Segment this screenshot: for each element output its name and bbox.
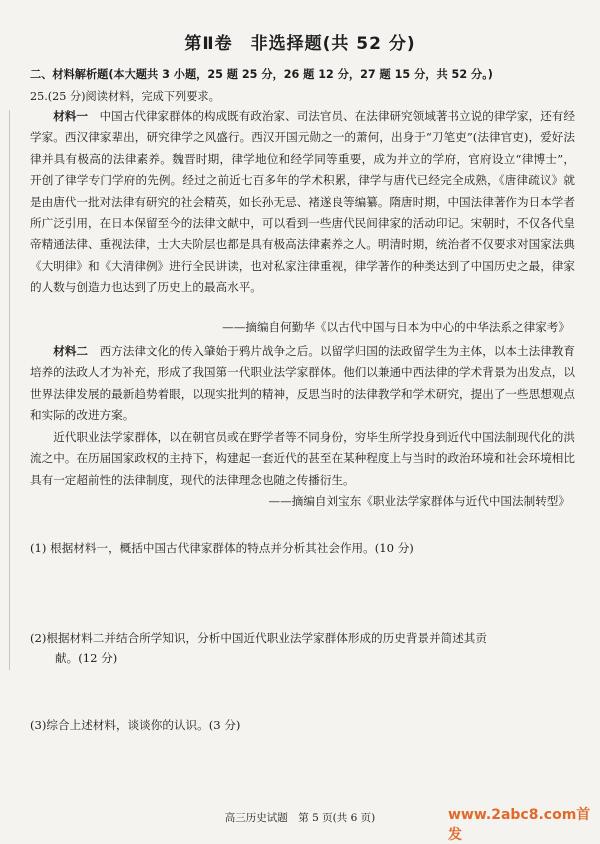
material-2-para-2 [30, 427, 575, 491]
material-1-source: ——摘编自何勤华《以古代中国与日本为中心的中华法系之律家考》 [222, 320, 570, 334]
question-2 [30, 628, 580, 668]
question-intro: 25.(25 分)阅读材料，完成下列要求。 [30, 90, 220, 103]
watermark: www.2abc8.com首发 [448, 807, 591, 843]
material-1-label: 材料一 [53, 109, 88, 123]
question-2-text-cont: 献。(12 分) [55, 651, 118, 665]
question-3 [30, 715, 580, 735]
section-title: 第Ⅱ卷 非选择题(共 52 分) [184, 34, 416, 54]
material-2-para-1 [30, 341, 575, 427]
question-1 [30, 538, 580, 558]
material-2-label: 材料二 [53, 344, 88, 358]
question-1-text: (1) 根据材料一，概括中国古代律家群体的特点并分析其社会作用。(10 分) [30, 541, 414, 555]
part-heading: 二、材料解析题(本大题共 3 小题，25 题 25 分，26 题 12 分，27 题 15 分，共 52 分。) [30, 68, 493, 81]
material-2-text-1: 西方法律文化的传入肇始于鸦片战争之后。以留学归国的法政留学生为主体，以本土法律教育培养的法政人才为补充，形成了我国第一代职业法学家群体。他们以兼通中西法律的学术背景为出发点，以世界法律发展的最新趋势着眼，以现实批判的精神，反思当时的法律教学和学术研究，提出了一些思想观点和实际的改进方案。 [30, 344, 575, 423]
material-2-source: ——摘编自刘宝东《职业法学家群体与近代中国法制转型》 [268, 494, 570, 508]
page-footer: 高三历史试题 第 5 页(共 6 页) [224, 812, 376, 824]
scan-edge-line [9, 110, 10, 670]
question-3-text: (3)综合上述材料，谈谈你的认识。(3 分) [30, 718, 241, 732]
material-1-text: 中国古代律家群体的构成既有政治家、司法官员、在法律研究领域著书立说的律学家，还有经学家。西汉律家辈出，研究律学之风盛行。西汉开国元勋之一的萧何，出身于“刀笔吏”(法律官吏)，爱好法律并具有极高的法律素养。魏晋时期，律学地位和经学同等重要，成为并立的学府，官府设立“律博士”，开创了律学专门学府的先例。经过之前近七百多年的学术积累，律学与唐代已经完全成熟，《唐律疏议》就是由唐代一批对法律有研究的社会精英，如长孙无忌、褚遂良等编纂。隋唐时期，中国法律著作为日本学者所广泛引用，在日本保留至今的法律文献中，可以看到一些唐代民间律家的活动印记。宋朝时，不仅各代皇帝精通法律、重视法律，士大夫阶层也都是具有极高法律素养之人。明清时期，统治者不仅要求对国家法典《大明律》和《大清律例》进行全民讲读，也对私家注律重视，律学著作的种类达到了中国历史之最，律家的人数与创造力也达到了历史上的最高水平。 [30, 109, 575, 295]
material-1 [30, 106, 575, 299]
question-2-text: (2)根据材料二并结合所学知识，分析中国近代职业法学家群体形成的历史背景并简述其贡 [30, 631, 487, 645]
material-2-text-2: 近代职业法学家群体，以在朝官员或在野学者等不同身份，穷毕生所学投身到近代中国法制现代化的洪流之中。在历届国家政权的主持下，构建起一套近代的甚至在某种程度上与当时的政治环境和社会环境相比具有一定超前性的法律制度，现代的法律理念也随之传播衍生。 [30, 430, 575, 487]
